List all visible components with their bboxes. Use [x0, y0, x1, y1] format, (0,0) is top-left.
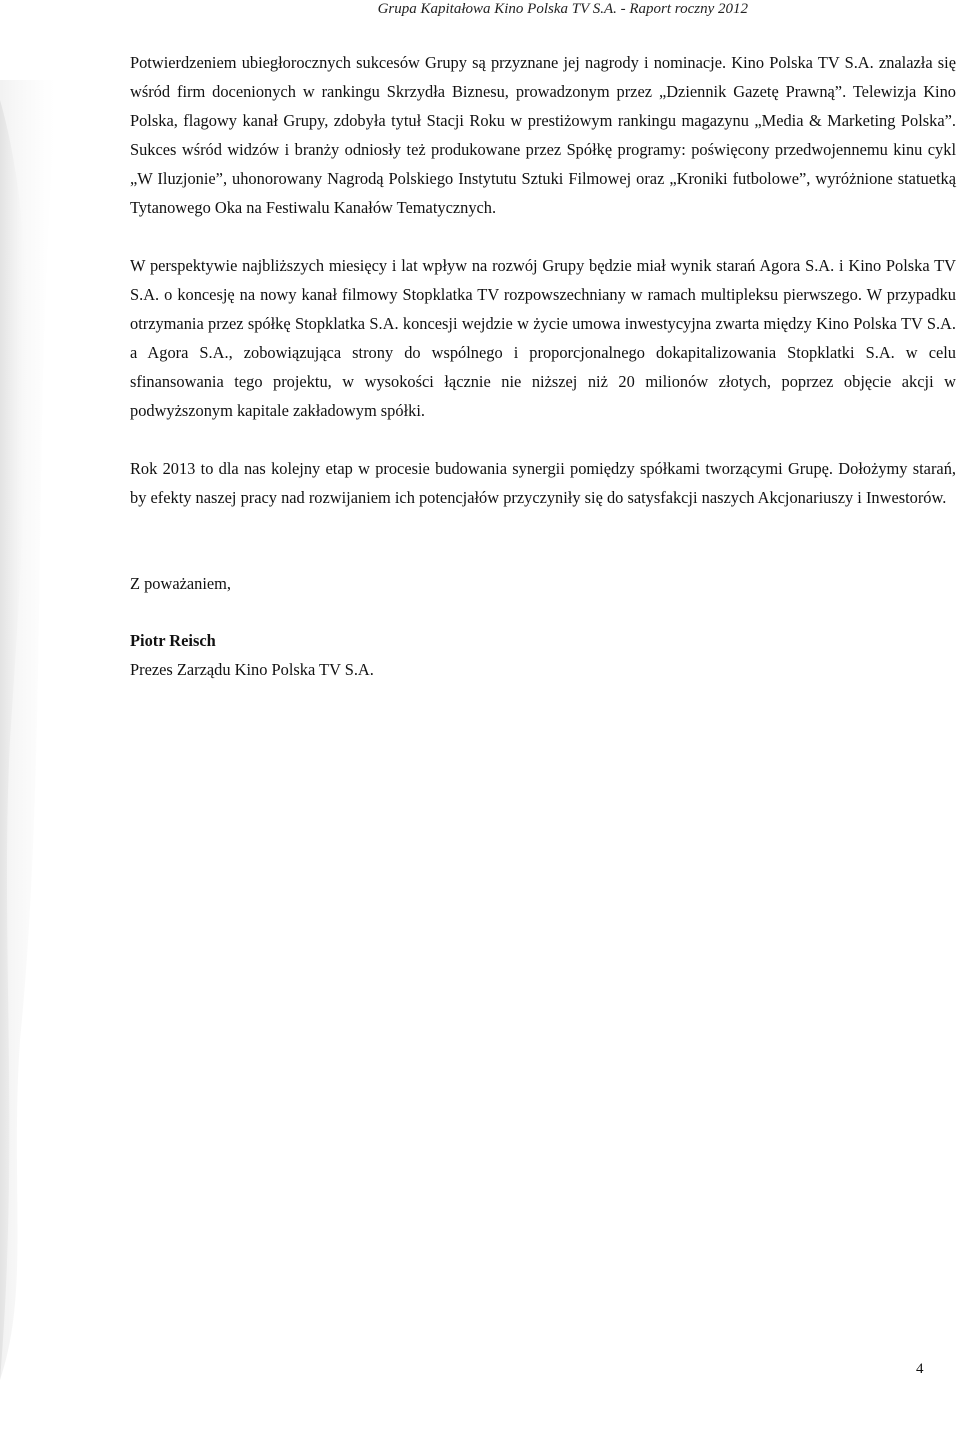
letter-body: [130, 48, 956, 684]
paragraph-synergy: Rok 2013 to dla nas kolejny etap w procesie budowania synergii pomiędzy spółkami tworzącymi Grupę. Dołożymy starań, by efekty naszej pracy nad rozwijaniem ich potencjałów przyczyniły się do satysfakcji naszych Akcjonariuszy i Inwestorów.: [130, 459, 956, 507]
closing-salutation: Z poważaniem,: [130, 574, 232, 593]
signatory-name: Piotr Reisch: [130, 631, 216, 650]
decorative-page-shadow: [0, 40, 120, 1380]
paragraph-awards: Potwierdzeniem ubiegłorocznych sukcesów Grupy są przyznane jej nagrody i nominacje. Kino Polska TV S.A. znalazła się wśród firm docenionych w rankingu Skrzydła Biznesu, prowadzonym przez „Dziennik Gazetę Prawną”. Telewizja Kino Polska, flagowy kanał Grupy, zdobyła tytuł Stacji Roku w prestiżowym rankingu magazynu „Media & Marketing Polska”. Sukces wśród widzów i branży odniosły też produkowane przez Spółkę programy: poświęcony przedwojennemu kinu cykl „W Iluzjonie”, uhonorowany Nagrodą Polskiego Instytutu Sztuki Filmowej oraz „Kroniki futbolowe”, wyróżnione statuetką Tytanowego Oka na Festiwalu Kanałów Tematycznych.: [130, 53, 956, 217]
paragraph-outlook: W perspektywie najbliższych miesięcy i lat wpływ na rozwój Grupy będzie miał wynik starań Agora S.A. i Kino Polska TV S.A. o koncesję na nowy kanał filmowy Stopklatka TV rozpowszechniany w ramach multipleksu pierwszego. W przypadku otrzymania przez spółkę Stopklatka S.A. koncesji wejdzie w życie umowa inwestycyjna zwarta między Kino Polska TV S.A. a Agora S.A., zobowiązująca strony do wspólnego i proporcjonalnego dokapitalizowania Stopklatki S.A. w celu sfinansowania tego projektu, w wysokości łącznie nie niższej niż 20 milionów złotych, poprzez objęcie akcji w podwyższonym kapitale zakładowym spółki.: [130, 256, 956, 420]
signatory-title: Prezes Zarządu Kino Polska TV S.A.: [130, 660, 374, 679]
page-number: 4: [916, 1361, 924, 1377]
running-header: Grupa Kapitałowa Kino Polska TV S.A. - Raport roczny 2012: [377, 1, 748, 17]
